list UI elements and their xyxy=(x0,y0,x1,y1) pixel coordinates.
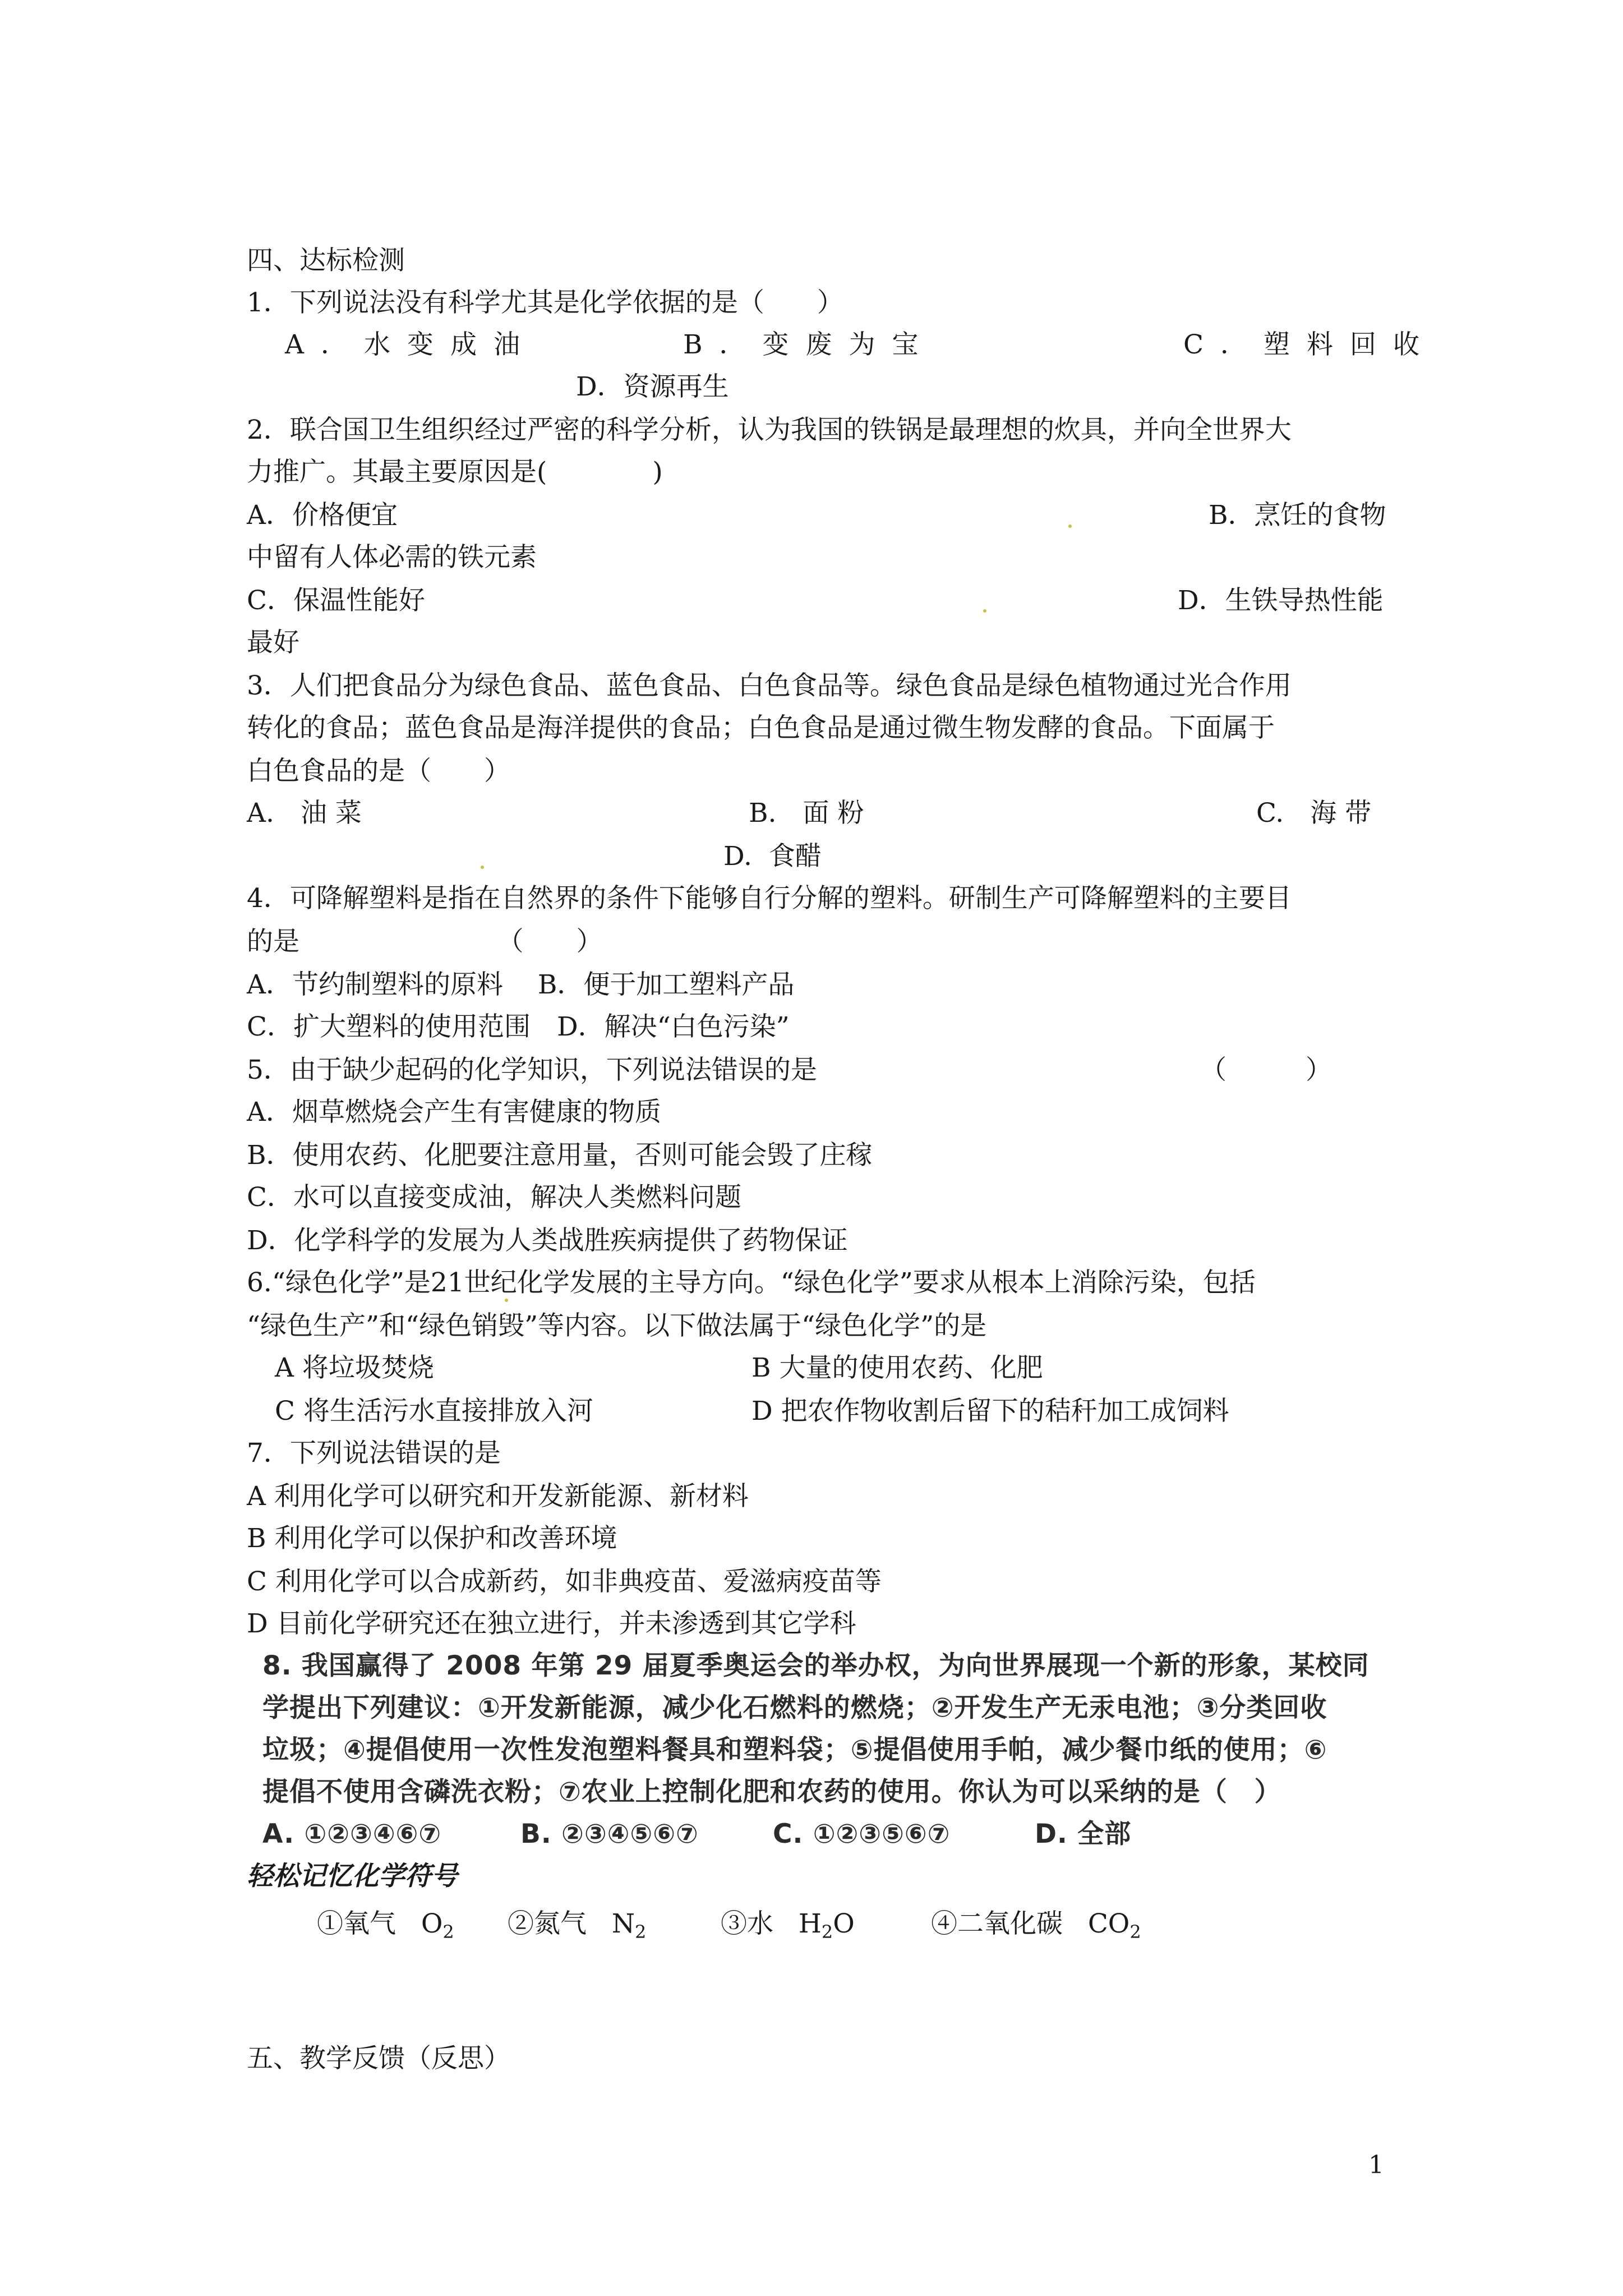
scan-artifact-dot xyxy=(481,866,484,869)
q6-stem-line2: “绿色生产”和“绿色销毁”等内容。以下做法属于“绿色化学”的是 xyxy=(247,1310,987,1341)
q5-answer-paren: （ ） xyxy=(1200,1055,1332,1085)
symbol-water-formula-h: H xyxy=(798,1908,822,1939)
symbol-water-name: ③水 xyxy=(721,1908,773,1939)
scan-artifact-dot xyxy=(505,1299,508,1302)
q8-stem-line1: 8. 我国赢得了 2008 年第 29 届夏季奥运会的举办权，为向世界展现一个新的形象，某校同 xyxy=(262,1650,1370,1681)
symbol-oxygen-subscript: 2 xyxy=(442,1921,454,1943)
q7-option-d: D 目前化学研究还在独立进行，并未渗透到其它学科 xyxy=(247,1608,856,1639)
symbol-water xyxy=(721,1907,855,1949)
q4-options-cd: C．扩大塑料的使用范围 D．解决“白色污染” xyxy=(247,1011,790,1042)
q2-option-a: A．价格便宜 xyxy=(247,500,398,531)
q2-option-b-cont: 中留有人体必需的铁元素 xyxy=(247,542,537,573)
q3-option-c: C. 海 带 xyxy=(1256,798,1372,829)
symbol-nitrogen-name: ②氮气 xyxy=(508,1908,587,1939)
q7-stem: 7．下列说法错误的是 xyxy=(247,1438,501,1469)
page-number: 1 xyxy=(1368,2151,1384,2179)
q6-option-d: D 把农作物收割后留下的秸秆加工成饲料 xyxy=(751,1396,1229,1427)
q4-stem-line2: 的是 （ ） xyxy=(247,926,603,957)
q3-option-a: A. 油 菜 xyxy=(247,798,362,829)
scan-artifact-dot xyxy=(1068,524,1072,528)
symbol-co2-name: ④二氧化碳 xyxy=(931,1908,1063,1939)
q6-option-c: C 将生活污水直接排放入河 xyxy=(275,1396,593,1427)
q6-option-b: B 大量的使用农药、化肥 xyxy=(751,1352,1043,1383)
symbol-oxygen-formula: O xyxy=(421,1908,443,1939)
q8-option-a: A. ①②③④⑥⑦ xyxy=(262,1819,442,1849)
q2-option-c: C．保温性能好 xyxy=(247,585,425,616)
section5-title: 五、教学反馈（反思） xyxy=(247,2043,510,2074)
symbol-water-formula-o: O xyxy=(833,1908,855,1939)
q8-stem-line2: 学提出下列建议：①开发新能源，减少化石燃料的燃烧；②开发生产无汞电池；③分类回收 xyxy=(262,1692,1327,1723)
symbol-co2-formula: CO xyxy=(1087,1908,1130,1939)
q3-stem-line3: 白色食品的是（ ） xyxy=(247,756,510,786)
q1-option-b: B．变废为宝 xyxy=(683,329,935,360)
q5-option-a: A．烟草燃烧会产生有害健康的物质 xyxy=(247,1097,661,1128)
q8-option-d: D. 全部 xyxy=(1035,1819,1132,1849)
q8-stem-line4: 提倡不使用含磷洗衣粉；⑦农业上控制化肥和农药的使用。你认为可以采纳的是（ ） xyxy=(262,1777,1281,1807)
q4-options-ab: A．节约制塑料的原料 B．便于加工塑料产品 xyxy=(247,969,795,1000)
q3-stem-line1: 3．人们把食品分为绿色食品、蓝色食品、白色食品等。绿色食品是绿色植物通过光合作用 xyxy=(247,670,1292,701)
q5-option-b: B．使用农药、化肥要注意用量，否则可能会毁了庄稼 xyxy=(247,1140,873,1171)
symbol-oxygen xyxy=(317,1907,454,1949)
q5-option-d: D．化学科学的发展为人类战胜疾病提供了药物保证 xyxy=(247,1225,848,1256)
q2-option-d-cont: 最好 xyxy=(247,627,299,658)
q2-option-d: D．生铁导热性能 xyxy=(1178,585,1384,616)
symbol-water-subscript: 2 xyxy=(821,1921,833,1943)
q3-option-d: D. 食醋 xyxy=(723,841,822,872)
q8-stem-line3: 垃圾；④提倡使用一次性发泡塑料餐具和塑料袋；⑤提倡使用手帕，减少餐巾纸的使用；⑥ xyxy=(262,1734,1327,1765)
symbol-co2-subscript: 2 xyxy=(1129,1921,1141,1943)
q3-option-b: B. 面 粉 xyxy=(749,798,864,829)
q7-option-c: C 利用化学可以合成新药，如非典疫苗、爱滋病疫苗等 xyxy=(247,1566,882,1597)
q6-stem-line1: 6.“绿色化学”是21世纪化学发展的主导方向。“绿色化学”要求从根本上消除污染，包括 xyxy=(247,1267,1256,1298)
symbol-carbon-dioxide xyxy=(931,1907,1141,1949)
scan-artifact-dot xyxy=(983,609,986,613)
q2-option-b: B．烹饪的食物 xyxy=(1209,500,1386,531)
q2-stem-line1: 2．联合国卫生组织经过严密的科学分析，认为我国的铁锅是最理想的炊具，并向全世界大 xyxy=(247,415,1292,445)
q4-stem-line1: 4．可降解塑料是指在自然界的条件下能够自行分解的塑料。研制生产可降解塑料的主要目 xyxy=(247,883,1292,914)
q1-option-d: D．资源再生 xyxy=(576,371,729,402)
symbol-nitrogen-formula: N xyxy=(611,1908,635,1939)
symbol-oxygen-name: ①氧气 xyxy=(317,1908,396,1939)
q1-option-c: C．塑料回收 xyxy=(1183,329,1436,360)
symbol-nitrogen-subscript: 2 xyxy=(634,1921,647,1943)
q8-option-c: C. ①②③⑤⑥⑦ xyxy=(773,1819,951,1849)
q6-option-a: A 将垃圾焚烧 xyxy=(275,1352,434,1383)
q1-stem: 1．下列说法没有科学尤其是化学依据的是（ ） xyxy=(247,287,843,318)
q1-option-a: A．水变成油 xyxy=(285,329,537,360)
symbol-nitrogen xyxy=(508,1907,646,1949)
q5-stem: 5．由于缺少起码的化学知识，下列说法错误的是 xyxy=(247,1055,817,1085)
memory-title: 轻松记忆化学符号 xyxy=(247,1861,458,1892)
q7-option-b: B 利用化学可以保护和改善环境 xyxy=(247,1523,617,1554)
section4-title: 四、达标检测 xyxy=(247,245,405,276)
q2-stem-line2: 力推广。其最主要原因是( ) xyxy=(247,457,663,487)
q7-option-a: A 利用化学可以研究和开发新能源、新材料 xyxy=(247,1481,749,1512)
q5-option-c: C．水可以直接变成油，解决人类燃料问题 xyxy=(247,1182,741,1213)
q3-stem-line2: 转化的食品；蓝色食品是海洋提供的食品；白色食品是通过微生物发酵的食品。下面属于 xyxy=(247,712,1275,743)
q8-option-b: B. ②③④⑤⑥⑦ xyxy=(520,1819,699,1849)
